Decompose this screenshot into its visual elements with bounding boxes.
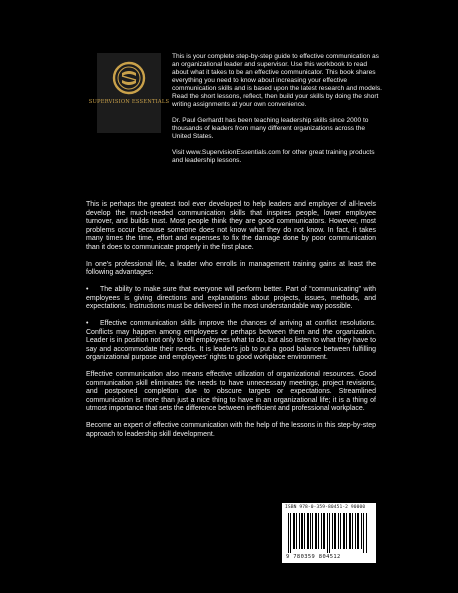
isbn-label: ISBN 978-0-359-80451-2 90000 xyxy=(285,505,366,510)
intro-paragraph-1: This is your complete step-by-step guide to effective communication as an organizational leader and supervisor. Use this workbook to read about what it takes to be an effective communicator. This book shares everything you need to know about increasing your effective communication skills and is based upon the latest research and models. Read the short lessons, reflect, then build your skills by doing the short writing assignments at your own convenience. xyxy=(172,53,383,108)
bullet-symbol: • xyxy=(86,320,89,327)
body-paragraph-1: This is perhaps the greatest tool ever developed to help leaders and employer of all-levels develop the much-needed communication skills that inspires people, lower employee turnover, and builds trust. Most people think they are good communicators. However, most problems occur because someone does not know what they do not know. In fact, it takes many times the time, effort and expenses to fix the damage done by poor communication than it does to communicate properly in the first place. xyxy=(86,201,376,251)
bullet-text-1: The ability to make sure that everyone will perform better. Part of “communicating” with employees is giving directions and explanations about projects, issues, methods, and expectations. Instructions must be delivered in the most understandable way possible. xyxy=(86,286,376,310)
bullet-text-2: Effective communication skills improve the chances of arriving at conflict resolutions. Conflicts may happen among employees or perhaps between them and the organization. Leader is in position not only to tell employees what to do, but also listen to what they have to say and accommodate their needs. It is leader's job to put a good balance between fulfilling organizational purpose and employees' rights to good workplace environment. xyxy=(86,320,376,361)
body-paragraph-2: In one's professional life, a leader who enrolls in management training gains at least the following advantages: xyxy=(86,260,376,276)
bullet-item-1 xyxy=(86,286,376,312)
website-note: Visit www.SupervisionEssentials.com for other great training products and leadership lessons. xyxy=(172,149,375,164)
logo-brand-text: SUPERVISION ESSENTIALS xyxy=(88,99,170,105)
body-paragraph-3: Effective communication also means effective utilization of organizational resources. Good communication skill eliminates the needs to have unnecessary meetings, project revisions, and postponed completion due to obscure targets or expectations. Streamlined communication is more than just a nice thing to have in an organizational life; it is a thing of utmost importance that sets the difference between inefficient and professional workplace. xyxy=(86,371,376,412)
scroll-ring-emblem-icon xyxy=(112,61,146,95)
bullet-item-2 xyxy=(86,320,376,363)
isbn-barcode xyxy=(282,503,376,563)
bullet-symbol: • xyxy=(86,286,89,293)
price-code: 90000 xyxy=(350,505,366,510)
logo xyxy=(88,53,170,133)
barcode-bars xyxy=(286,513,372,553)
main-description xyxy=(86,201,376,448)
body-paragraph-4: Become an expert of effective communication with the help of the lessons in this step-by-step approach to leadership skill development. xyxy=(86,422,376,438)
author-bio: Dr. Paul Gerhardt has been teaching leadership skills since 2000 to thousands of leaders from many different organizations across the United States. xyxy=(172,117,369,140)
intro-text xyxy=(172,53,384,173)
isbn-digits: 9 780359 804512 xyxy=(286,554,341,560)
